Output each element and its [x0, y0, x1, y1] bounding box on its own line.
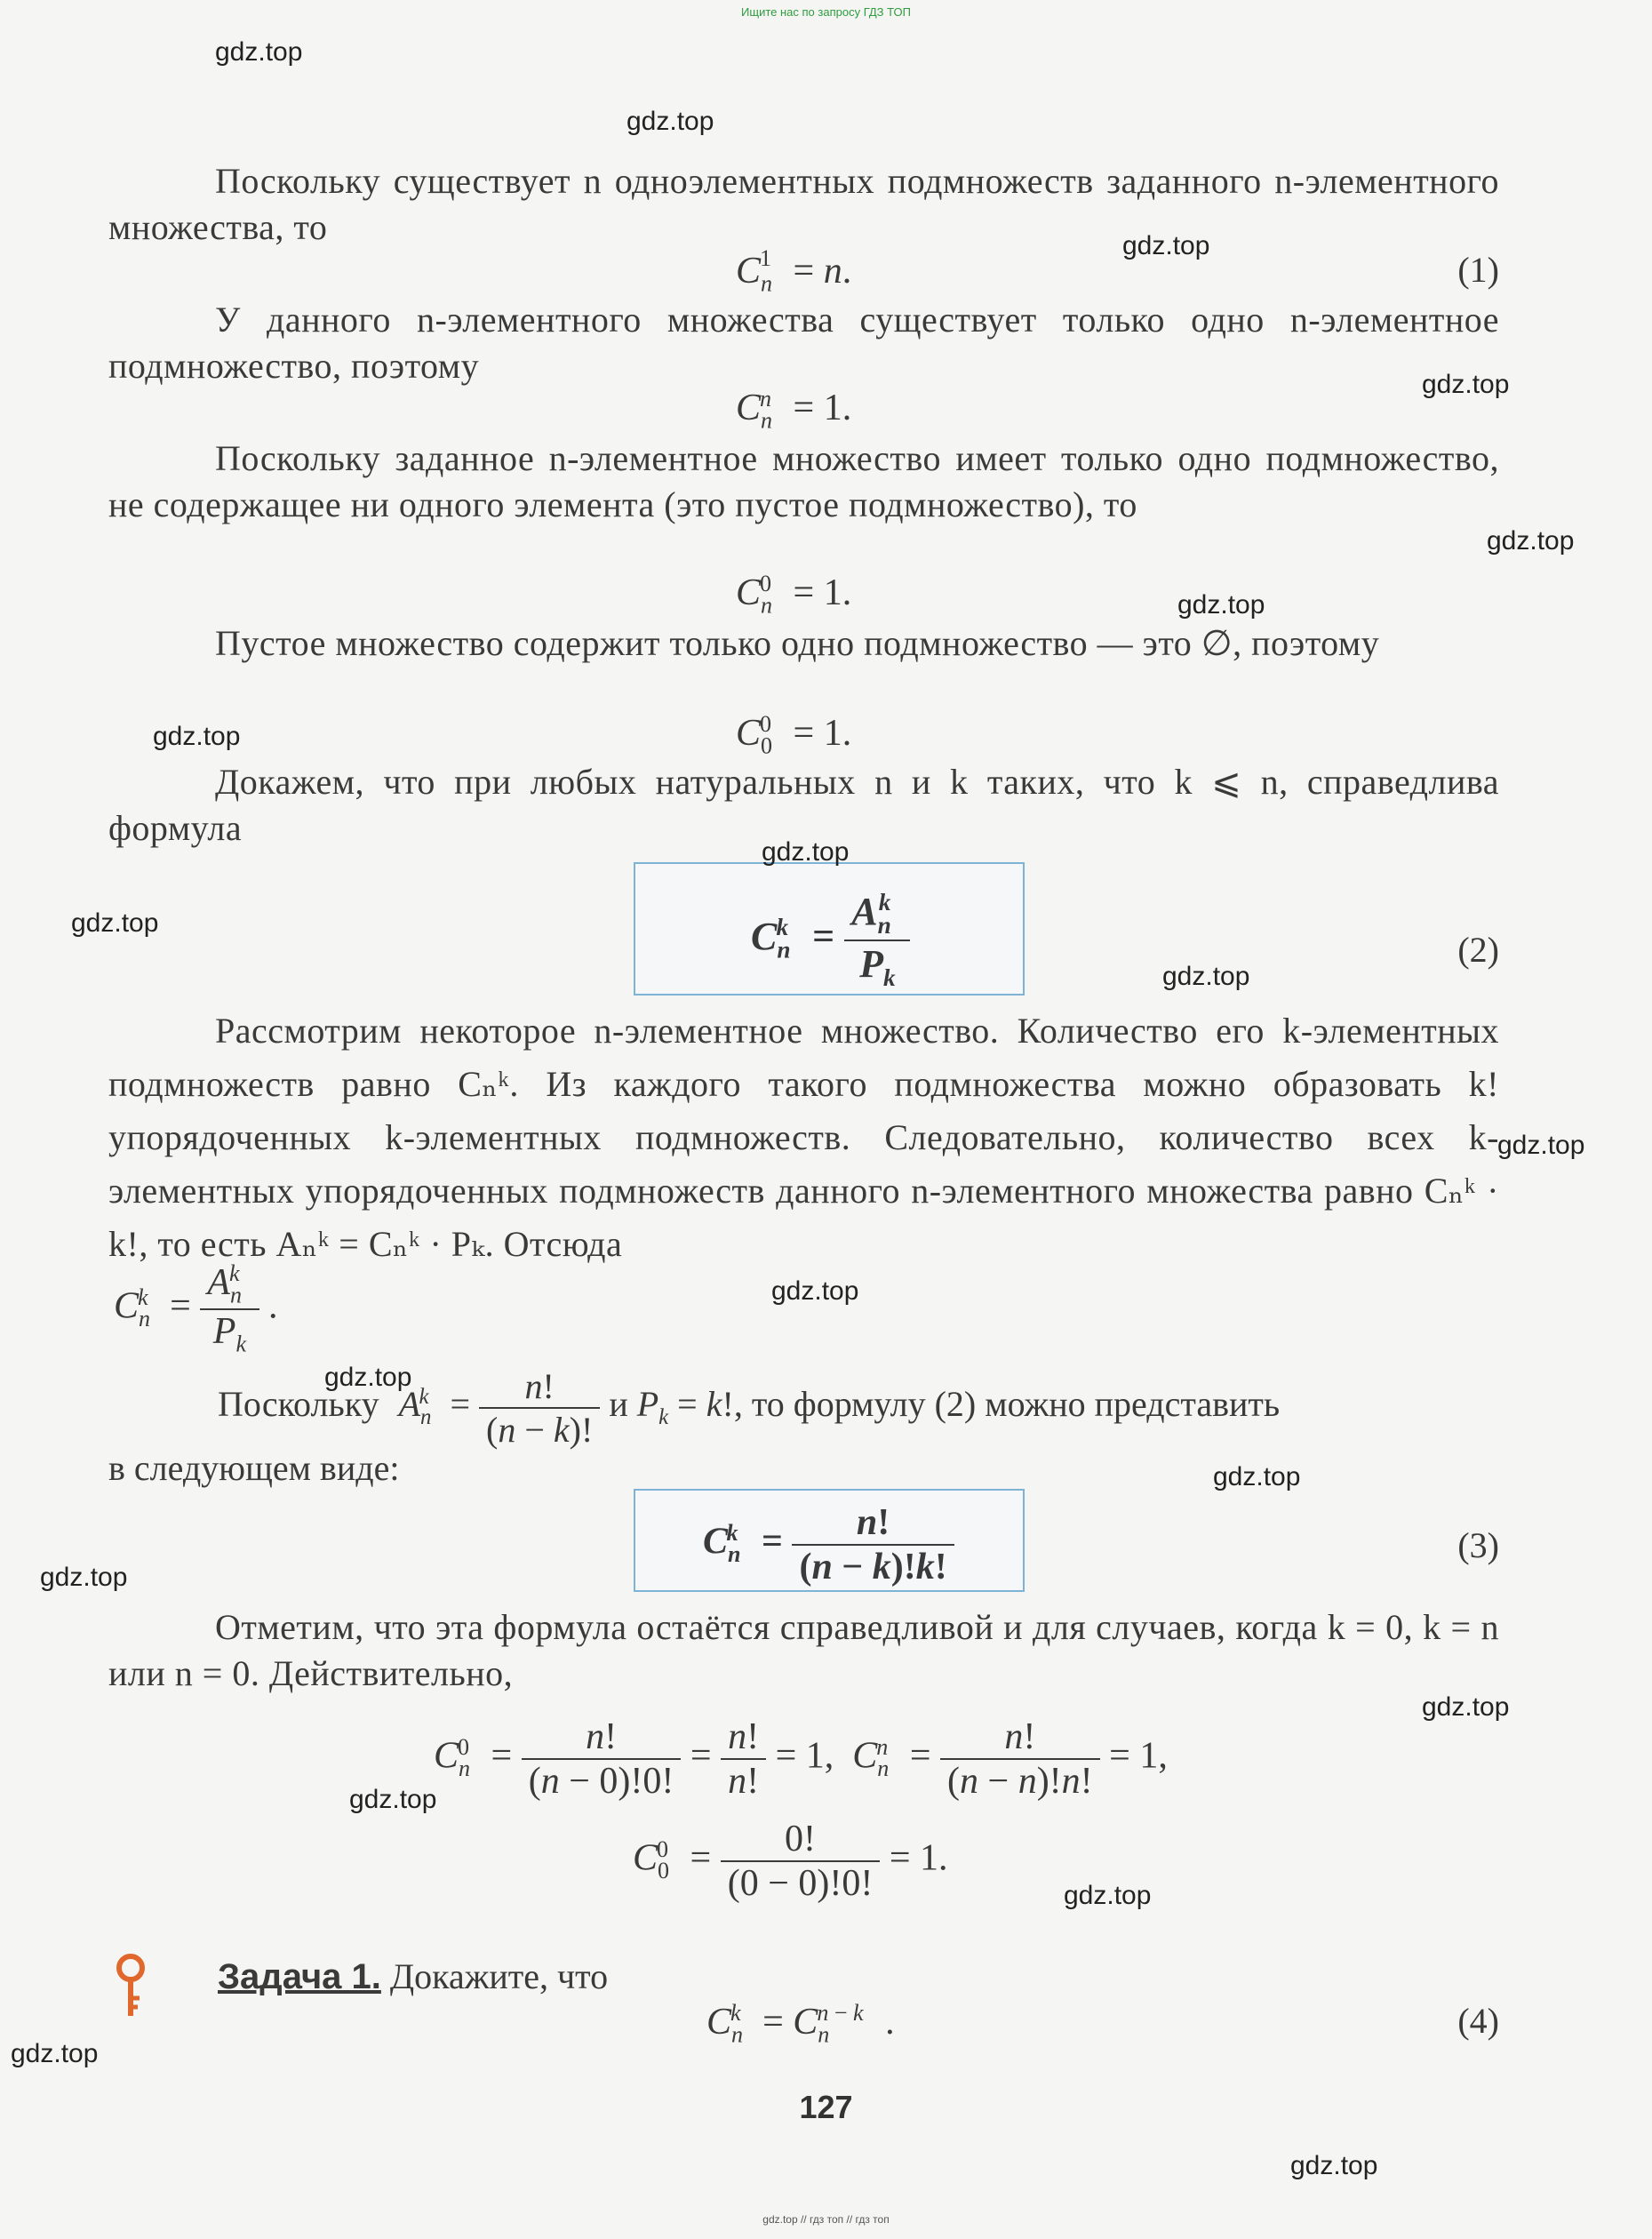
- watermark: gdz.top: [349, 1785, 437, 1814]
- watermark: gdz.top: [1177, 590, 1265, 620]
- equation-6: $C_n^k$ = $\frac{A_n^k}{P_k}$ .: [114, 1260, 278, 1357]
- paragraph-8: Отметим, что эта формула остаётся справедливой и для случаев, когда k = 0, k = n или n = 0. Действительно,: [108, 1607, 1499, 1693]
- watermark: gdz.top: [1290, 2151, 1378, 2180]
- formula-box-2: $C_n^k$ = $\frac{A_n^k}{P_k}$: [634, 862, 1025, 996]
- watermark: gdz.top: [215, 37, 303, 67]
- watermark: gdz.top: [324, 1363, 412, 1392]
- paragraph-7-start: Поскольку: [218, 1384, 379, 1425]
- watermark: gdz.top: [1422, 370, 1510, 399]
- watermark: gdz.top: [71, 908, 159, 938]
- equation-9: $C_n^0$ = $\frac{n!}{(n - 0)!0!}$ = $\frac{n!}{n!}$ = 1, $C_n^n$ = $\frac{n!}{(n - n)!n!}$ = 1,: [434, 1716, 1168, 1802]
- equation-number-1: (1): [1457, 250, 1499, 290]
- watermark: gdz.top: [1064, 1881, 1152, 1910]
- task-1: [218, 1955, 608, 1997]
- equation-number-2: (2): [1457, 930, 1499, 970]
- paragraph-7-end: то формулу (2) можно представить: [751, 1384, 1281, 1425]
- equation-1: $C_n^1 = n$.: [736, 245, 852, 297]
- equation-2: $C_n^n = 1$.: [736, 386, 852, 434]
- watermark: gdz.top: [1122, 231, 1210, 260]
- equation-10: $C_0^0$ = $\frac{0!}{(0 - 0)!0!}$ = 1.: [633, 1819, 948, 1904]
- paragraph-7: Поскольку $A_n^k$ = $\frac{n!}{(n - k)!}$ и $P_k = k$!, то формулу (2) можно представить: [218, 1366, 1281, 1450]
- paragraph-6: Рассмотрим некоторое n-элементное множество. Количество его k-элементных подмножеств равно Cₙᵏ. Из каждого такого подмножества можно образовать k! упорядоченных k-элементных подмножеств. Следовательно, количество всех k-элементных упорядоченных подмножеств данного n-элементного множества равно Cₙᵏ · k!, то есть Aₙᵏ = Cₙᵏ · Pₖ. Отсюда: [108, 1011, 1499, 1264]
- task-label: Задача 1.: [218, 1957, 381, 1996]
- equation-11: $C_n^k = C_n^{n - k}$ .: [706, 2000, 895, 2048]
- watermark: gdz.top: [762, 837, 850, 867]
- paragraph-7-mid: и: [609, 1384, 628, 1425]
- watermark: gdz.top: [626, 107, 714, 136]
- page-number: 127: [799, 2089, 853, 2125]
- watermark: gdz.top: [771, 1276, 859, 1306]
- equation-number-3: (3): [1457, 1525, 1499, 1565]
- paragraph-3: Поскольку заданное n-элементное множество имеет только одно подмножество, не содержащее ни одного элемента (это пустое подмножество), то: [108, 438, 1499, 524]
- paragraph-4: Пустое множество содержит только одно подмножество — это ∅, поэтому: [215, 623, 1380, 663]
- watermark: gdz.top: [11, 2039, 99, 2068]
- watermark: gdz.top: [153, 722, 241, 751]
- equation-4: $C_0^0 = 1$.: [736, 711, 852, 759]
- watermark: gdz.top: [1162, 962, 1250, 991]
- paragraph-7-cont: в следующем виде:: [108, 1448, 400, 1488]
- watermark: gdz.top: [1213, 1462, 1301, 1491]
- watermark: gdz.top: [1422, 1692, 1510, 1722]
- watermark: gdz.top: [1497, 1131, 1585, 1160]
- header-note: Ищите нас по запросу ГДЗ ТОП: [741, 5, 911, 19]
- watermark: gdz.top: [40, 1563, 128, 1592]
- watermark: gdz.top: [1487, 526, 1575, 556]
- footer-note: gdz.top // гдз топ // гдз топ: [762, 2213, 890, 2226]
- key-icon: [111, 1952, 150, 2024]
- paragraph-2: У данного n-элементного множества существует только одно n-элементное подмножество, поэтому: [108, 300, 1499, 386]
- paragraph-5: Докажем, что при любых натуральных n и k таких, что k ⩽ n, справедлива формула: [108, 762, 1499, 848]
- equation-number-4: (4): [1457, 2001, 1499, 2041]
- task-text: Докажите, что: [389, 1956, 609, 1996]
- equation-3: $C_n^0 = 1$.: [736, 571, 852, 619]
- paragraph-1: Поскольку существует n одноэлементных подмножеств заданного n-элементного множества, то: [108, 161, 1499, 247]
- formula-box-3: $C_n^k$ = $\frac{n!}{(n - k)!k!}$: [634, 1489, 1025, 1592]
